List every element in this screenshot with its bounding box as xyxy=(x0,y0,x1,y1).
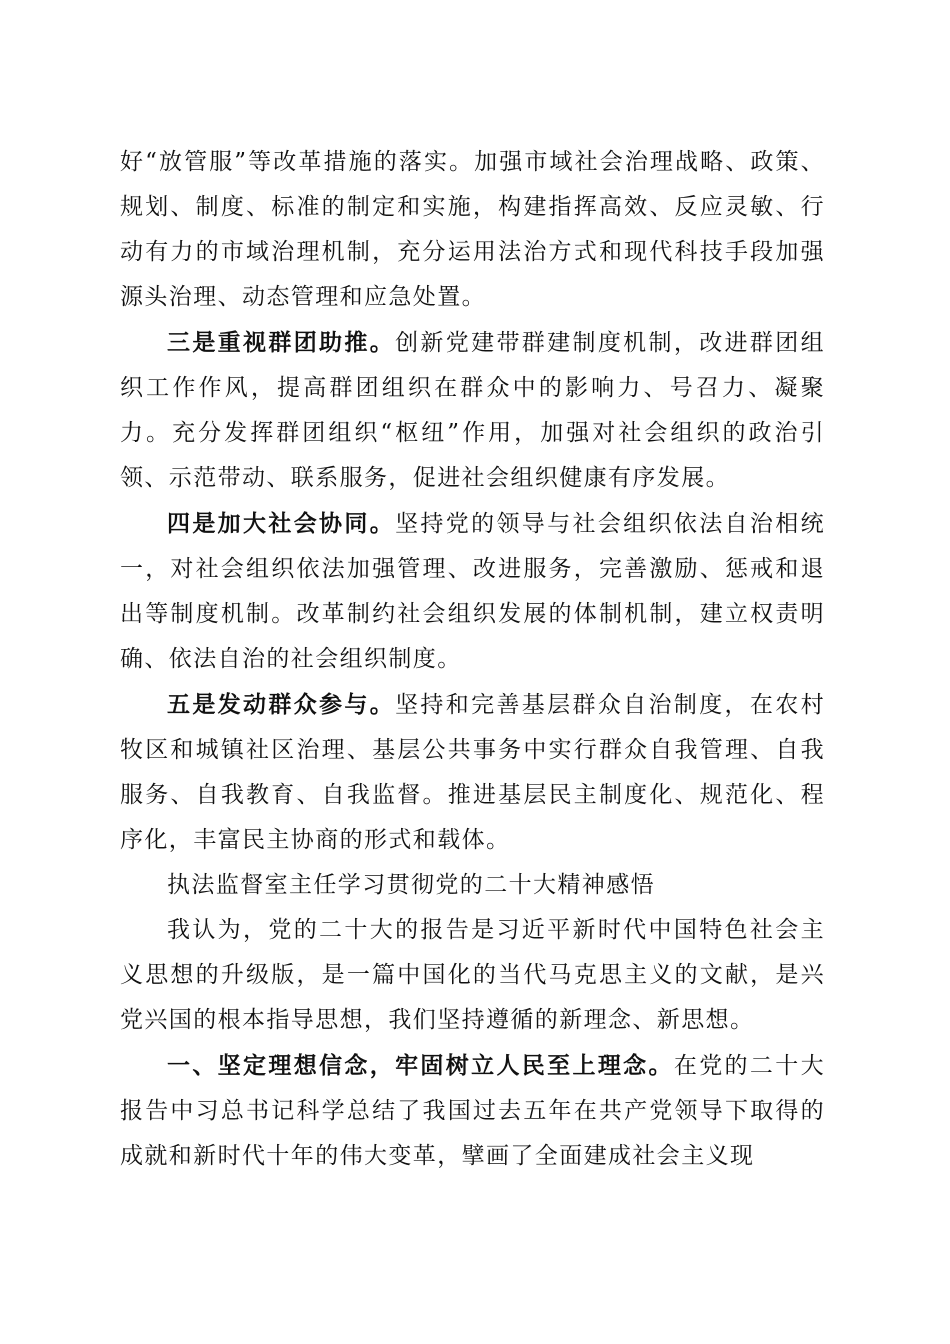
paragraph-lead: 一、坚定理想信念，牢固树立人民至上理念。 xyxy=(167,1052,674,1079)
paragraph-mass-organizations xyxy=(120,320,825,501)
paragraph-text: 在党的二十大报告中习总书记科学总结了我国过去五年在共产党领导下取得的成就和新时代十年的伟大变革，擘画了全面建成社会主义现 xyxy=(120,1053,825,1169)
paragraph-introduction xyxy=(120,908,825,1043)
paragraph-text: 坚持党的领导与社会组织依法自治相统一，对社会组织依法加强管理、改进服务，完善激励、惩戒和退出等制度机制。改革制约社会组织发展的体制机制，建立权责明确、依法自治的社会组织制度。 xyxy=(120,511,825,672)
section-title-text: 执法监督室主任学习贯彻党的二十大精神感悟 xyxy=(167,872,655,898)
paragraph-continuation xyxy=(120,140,825,320)
paragraph-social-coordination xyxy=(120,501,825,682)
paragraph-ideals-beliefs xyxy=(120,1043,825,1179)
paragraph-text: 我认为，党的二十大的报告是习近平新时代中国特色社会主义思想的升级版，是一篇中国化的当代马克思主义的文献，是兴党兴国的根本指导思想，我们坚持遵循的新理念、新思想。 xyxy=(120,917,825,1033)
paragraph-text: 创新党建带群建制度机制，改进群团组织工作作风，提高群团组织在群众中的影响力、号召力、凝聚力。充分发挥群团组织“枢纽”作用，加强对社会组织的政治引领、示范带动、联系服务，促进社会组织健康有序发展。 xyxy=(120,330,825,491)
paragraph-lead: 四是加大社会协同。 xyxy=(167,510,396,537)
section-title xyxy=(120,863,825,908)
paragraph-text: 坚持和完善基层群众自治制度，在农村牧区和城镇社区治理、基层公共事务中实行群众自我管理、自我服务、自我教育、自我监督。推进基层民主制度化、规范化、程序化，丰富民主协商的形式和载体。 xyxy=(120,692,825,853)
paragraph-lead: 三是重视群团助推。 xyxy=(167,329,396,356)
document-body xyxy=(120,140,825,1179)
paragraph-public-participation xyxy=(120,682,825,863)
paragraph-text: 好“放管服”等改革措施的落实。加强市域社会治理战略、政策、规划、制度、标准的制定和实施，构建指挥高效、反应灵敏、行动有力的市域治理机制，充分运用法治方式和现代科技手段加强源头治理、动态管理和应急处置。 xyxy=(120,149,825,310)
paragraph-lead: 五是发动群众参与。 xyxy=(167,691,396,718)
